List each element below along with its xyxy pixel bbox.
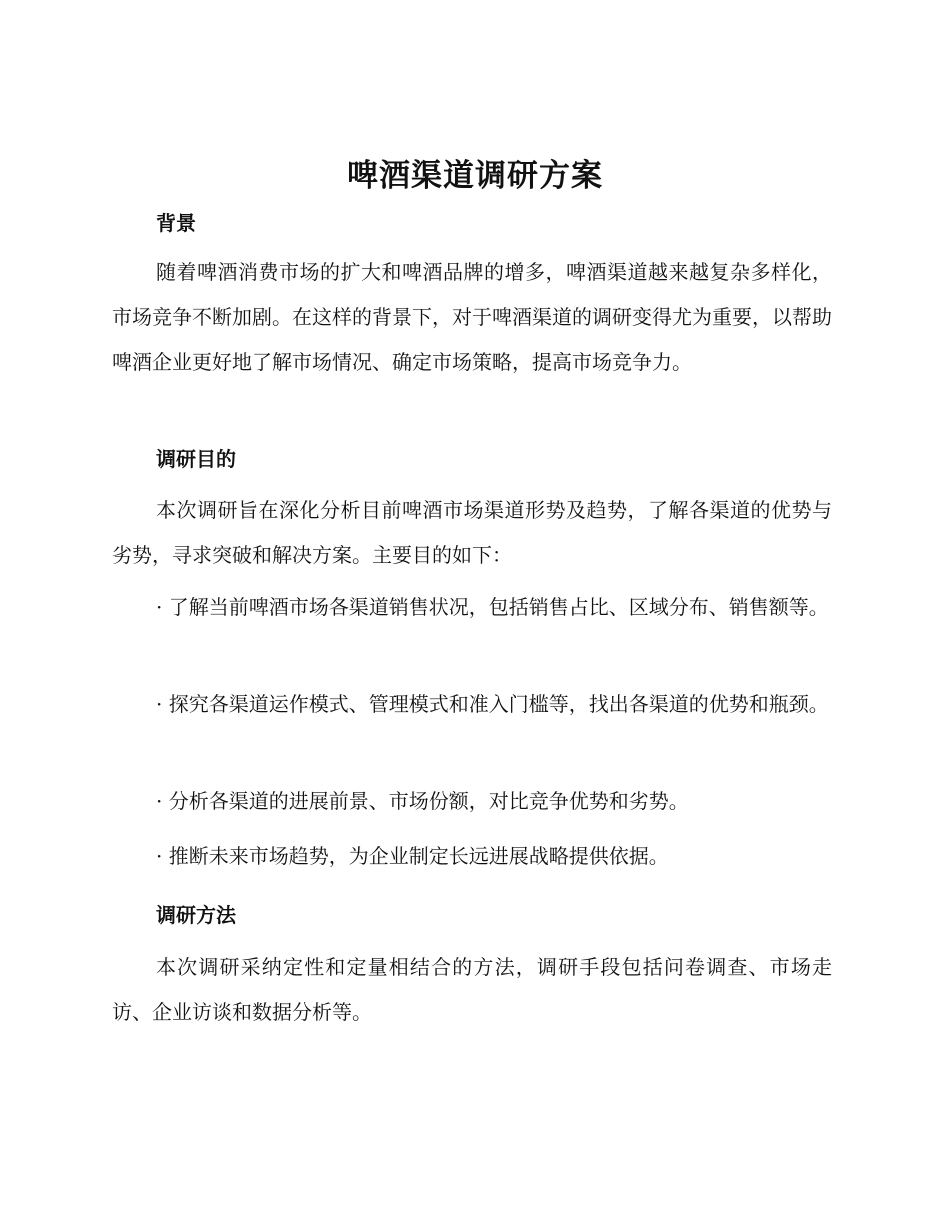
bullet-item-4: · 推断未来市场趋势，为企业制定长远进展战略提供依据。	[156, 844, 669, 868]
section-heading-method: 调研方法	[156, 903, 236, 927]
bullet-item-2: · 探究各渠道运作模式、管理模式和准入门槛等，找出各渠道的优势和瓶颈。	[156, 692, 829, 716]
document-title: 啤酒渠道调研方案	[347, 158, 603, 194]
paragraph-purpose-intro: 本次调研旨在深化分析目前啤酒市场渠道形势及趋势，了解各渠道的优势与劣势，寻求突破和解决方案。主要目的如下：	[112, 498, 832, 567]
bullet-item-1: · 了解当前啤酒市场各渠道销售状况，包括销售占比、区域分布、销售额等。	[156, 595, 829, 619]
paragraph-method: 本次调研采纳定性和定量相结合的方法，调研手段包括问卷调查、市场走访、企业访谈和数据分析等。	[112, 955, 832, 1024]
section-heading-purpose: 调研目的	[156, 447, 236, 471]
bullet-item-3: · 分析各渠道的进展前景、市场份额，对比竞争优势和劣势。	[156, 789, 689, 813]
section-heading-background: 背景	[156, 211, 196, 235]
paragraph-background: 随着啤酒消费市场的扩大和啤酒品牌的增多，啤酒渠道越来越复杂多样化，市场竞争不断加剧。在这样的背景下，对于啤酒渠道的调研变得尤为重要，以帮助啤酒企业更好地了解市场情况、确定市场策略，提高市场竞争力。	[112, 260, 832, 374]
